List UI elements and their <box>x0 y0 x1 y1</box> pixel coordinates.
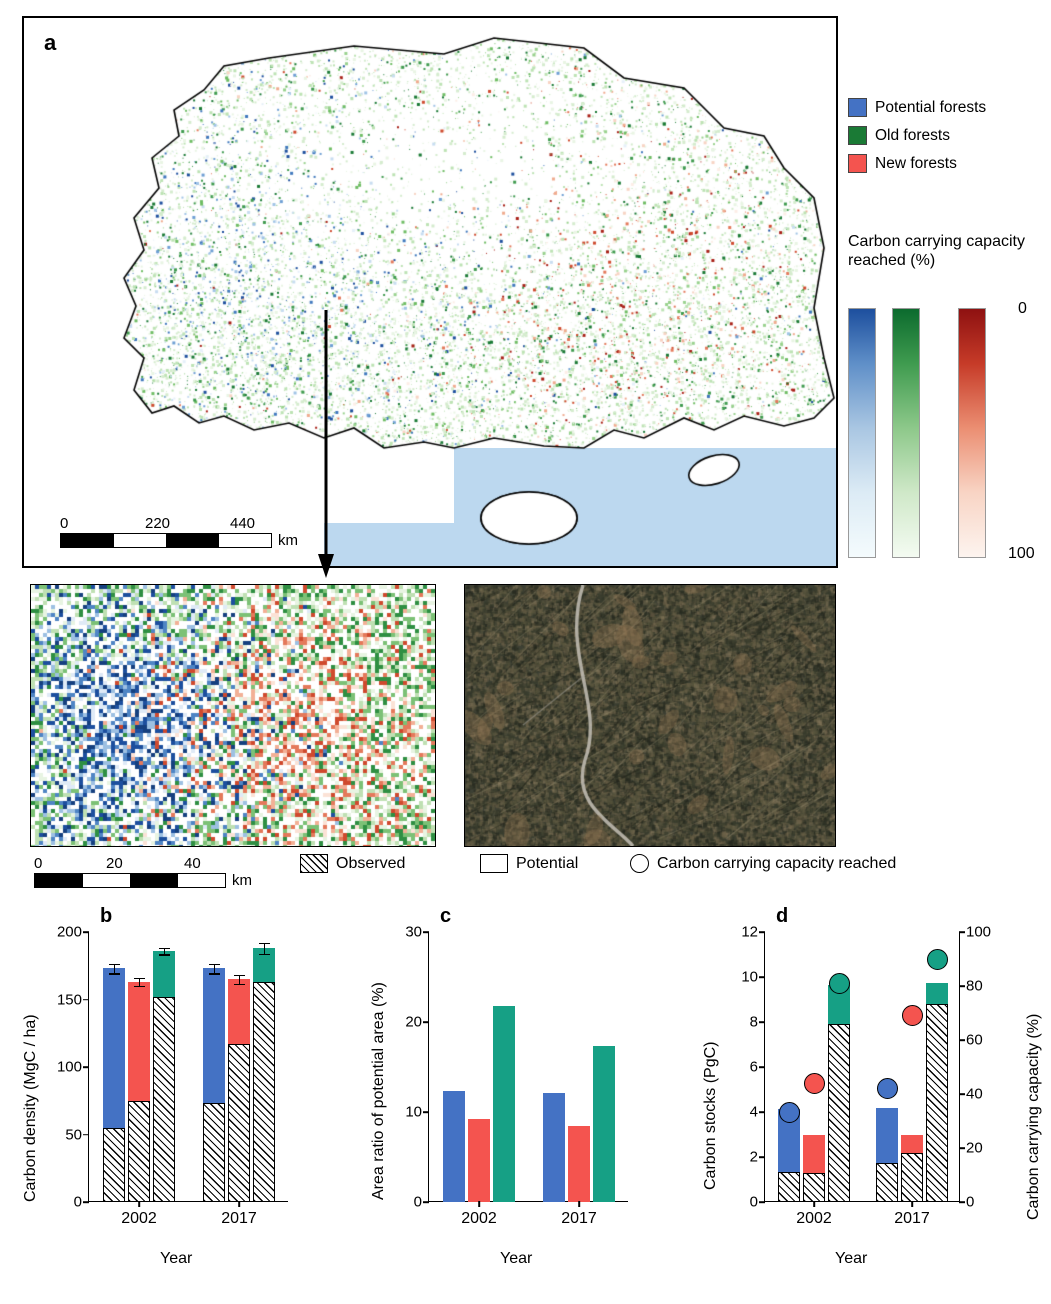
inset-map-canvas <box>31 585 435 846</box>
inset-satellite-photo <box>464 584 836 847</box>
map-class-legend <box>848 98 1038 182</box>
colorramp-min-label: 100 <box>1008 545 1035 562</box>
error-cap <box>234 975 245 976</box>
bar-observed-Potential-forests <box>203 1103 225 1202</box>
open-box-icon <box>480 854 508 873</box>
bar-Old-forests <box>493 1006 515 1202</box>
ccc-dot-New-forests <box>804 1073 825 1094</box>
y-axis-label-right-d: Carbon carrying capacity (%) <box>1025 1013 1042 1220</box>
y-tick-mark <box>759 976 765 978</box>
x-tick-label-2002: 2002 <box>121 1210 157 1227</box>
error-cap <box>109 964 120 965</box>
error-cap <box>134 978 145 979</box>
y-tick-mark <box>83 1066 89 1068</box>
satellite-photo-canvas <box>465 585 835 846</box>
y-tick-label: 200 <box>56 923 82 941</box>
y-axis-label-b: Carbon density (MgC / ha) <box>22 1014 39 1202</box>
ccc-dot-Old-forests <box>927 949 948 970</box>
y-tick-mark <box>959 1147 965 1149</box>
plot-area-c <box>405 923 628 1227</box>
y-tick-mark <box>423 1021 429 1023</box>
x-axis-label-c: Year <box>500 1250 533 1267</box>
chart-panel-c <box>340 900 680 1304</box>
y-tick-mark <box>759 1066 765 1068</box>
x-tick-mark <box>138 1201 140 1207</box>
y-tick-mark <box>959 1093 965 1095</box>
y-tick-label: 10 <box>741 968 758 986</box>
scalebar-b-tick-2: 40 <box>184 855 201 872</box>
legend-observed-label: Observed <box>336 854 406 872</box>
y-tick-label: 60 <box>966 1031 983 1049</box>
scalebar-b-tick-0: 0 <box>34 855 43 872</box>
ccc-dot-Potential-forests <box>877 1078 898 1099</box>
bar-observed-New-forests <box>228 1044 250 1202</box>
y-tick-label: 0 <box>966 1193 975 1211</box>
y-tick-label: 8 <box>749 1013 758 1031</box>
forest-distribution-map <box>24 18 836 566</box>
ccc-dot-New-forests <box>902 1005 923 1026</box>
scalebar-b-bar <box>34 873 226 888</box>
panel-letter-b: b <box>100 905 113 927</box>
legend-swatch-potential <box>848 98 867 117</box>
x-tick-mark <box>813 1201 815 1207</box>
error-cap <box>209 973 220 974</box>
legend-swatch-old <box>848 126 867 145</box>
ccc-dot-Old-forests <box>829 973 850 994</box>
y-tick-mark <box>959 985 965 987</box>
bar-observed-Old-forests <box>153 997 175 1202</box>
colorramp-green <box>892 308 920 558</box>
ccc-dot-Potential-forests <box>779 1102 800 1123</box>
scalebar-a-bar <box>60 533 272 548</box>
error-cap <box>159 948 170 949</box>
error-cap <box>134 986 145 987</box>
error-cap <box>234 984 245 985</box>
y-tick-label: 80 <box>966 977 983 995</box>
x-tick-label-2017: 2017 <box>894 1210 930 1227</box>
error-cap <box>209 964 220 965</box>
y-tick-label: 40 <box>966 1085 983 1103</box>
y-tick-mark <box>759 1156 765 1158</box>
bar-Potential-forests <box>443 1091 465 1202</box>
colorramp-blue <box>848 308 876 558</box>
bar-observed-Potential-forests <box>876 1163 898 1202</box>
inset-classified-map <box>30 584 436 847</box>
legend-potential-label: Potential <box>516 854 579 872</box>
bar-observed-Old-forests <box>253 982 275 1202</box>
y-tick-mark <box>759 1201 765 1203</box>
y-tick-label: 20 <box>966 1139 983 1157</box>
bar-observed-Old-forests <box>828 1024 850 1202</box>
legend-potential <box>480 854 578 873</box>
hatched-box-icon <box>300 854 328 873</box>
error-bar <box>239 975 240 984</box>
y-tick-mark <box>423 931 429 933</box>
y-tick-label: 0 <box>413 1193 422 1211</box>
chart-panel-d <box>680 900 1051 1304</box>
y-tick-mark <box>83 1201 89 1203</box>
x-tick-label-2017: 2017 <box>561 1210 597 1227</box>
error-bar <box>264 943 265 954</box>
colorramp-red <box>958 308 986 558</box>
x-tick-mark <box>238 1201 240 1207</box>
y-tick-label: 50 <box>65 1126 82 1143</box>
bar-New-forests <box>568 1126 590 1203</box>
y-tick-mark <box>759 1111 765 1113</box>
legend-ccc <box>630 854 896 873</box>
bar-Old-forests <box>593 1046 615 1202</box>
scalebar-a-tick-2: 440 <box>230 515 256 532</box>
y-tick-mark <box>959 931 965 933</box>
chart-panel-b <box>0 900 340 1304</box>
symbol-legend <box>300 854 1040 880</box>
x-tick-mark <box>578 1201 580 1207</box>
y-tick-mark <box>83 1134 89 1136</box>
error-cap <box>159 954 170 955</box>
y-tick-label: 100 <box>966 923 992 941</box>
y-tick-label: 30 <box>405 923 422 941</box>
y-tick-label: 20 <box>405 1013 422 1031</box>
legend-label-new: New forests <box>875 154 957 172</box>
plot-area-b <box>56 923 288 1227</box>
legend-label-old: Old forests <box>875 126 950 144</box>
y-tick-mark <box>423 1201 429 1203</box>
x-tick-label-2002: 2002 <box>461 1210 497 1227</box>
y-tick-mark <box>759 931 765 933</box>
x-tick-mark <box>911 1201 913 1207</box>
panel-letter-d: d <box>776 905 789 927</box>
zoom-arrow-icon <box>316 310 336 578</box>
panel-letter-c: c <box>440 905 452 927</box>
y-tick-label: 12 <box>741 923 758 941</box>
open-circle-icon <box>630 854 649 873</box>
y-tick-mark <box>83 931 89 933</box>
y-tick-mark <box>423 1111 429 1113</box>
colorramp-group <box>848 308 1033 558</box>
x-tick-mark <box>478 1201 480 1207</box>
error-cap <box>259 943 270 944</box>
scalebar-b-unit: km <box>232 872 252 889</box>
y-tick-label: 0 <box>749 1193 758 1211</box>
plot-area-d <box>741 923 992 1227</box>
y-tick-label: 4 <box>749 1103 758 1121</box>
bar-New-forests <box>468 1119 490 1202</box>
scalebar-panel-a <box>60 515 310 548</box>
bar-observed-Potential-forests <box>103 1128 125 1202</box>
bar-observed-Old-forests <box>926 1004 948 1202</box>
map-panel-a <box>22 16 838 568</box>
error-bar <box>214 964 215 973</box>
scalebar-inset <box>34 855 274 888</box>
y-tick-label: 6 <box>749 1058 758 1076</box>
x-tick-label-2002: 2002 <box>796 1210 832 1227</box>
scalebar-a-unit: km <box>278 532 298 549</box>
legend-swatch-new <box>848 154 867 173</box>
y-tick-label: 150 <box>56 991 82 1008</box>
legend-observed <box>300 854 405 873</box>
y-tick-label: 0 <box>73 1193 82 1211</box>
y-tick-label: 10 <box>405 1103 422 1121</box>
error-bar <box>114 964 115 973</box>
y-axis-label-c: Area ratio of potential area (%) <box>370 982 387 1200</box>
y-tick-mark <box>959 1039 965 1041</box>
x-axis-label-b: Year <box>160 1250 193 1267</box>
y-tick-mark <box>959 1201 965 1203</box>
error-cap <box>109 973 120 974</box>
y-axis-label-d: Carbon stocks (PgC) <box>702 1041 719 1190</box>
legend-ccc-label: Carbon carrying capacity reached <box>657 854 897 872</box>
legend-item-new-forests <box>848 154 1038 173</box>
legend-label-potential: Potential forests <box>875 98 987 116</box>
bar-observed-New-forests <box>901 1153 923 1203</box>
scalebar-a-tick-0: 0 <box>60 515 69 532</box>
x-axis-label-d: Year <box>835 1250 868 1267</box>
legend-item-old-forests <box>848 126 1038 145</box>
bar-observed-New-forests <box>803 1173 825 1202</box>
y-tick-label: 100 <box>56 1058 82 1076</box>
y-tick-label: 2 <box>749 1148 758 1166</box>
scalebar-a-tick-1: 220 <box>145 515 171 532</box>
y-tick-mark <box>83 999 89 1001</box>
bar-observed-New-forests <box>128 1101 150 1202</box>
bar-observed-Potential-forests <box>778 1172 800 1202</box>
panel-letter-a: a <box>44 30 57 55</box>
colorramp-max-label: 0 <box>1018 300 1027 317</box>
scalebar-b-tick-1: 20 <box>106 855 123 872</box>
legend-item-potential-forests <box>848 98 1038 117</box>
x-tick-label-2017: 2017 <box>221 1210 257 1227</box>
colorramp-title: Carbon carrying capacity reached (%) <box>848 233 1025 269</box>
bar-Potential-forests <box>543 1093 565 1202</box>
y-tick-mark <box>759 1021 765 1023</box>
error-cap <box>259 954 270 955</box>
